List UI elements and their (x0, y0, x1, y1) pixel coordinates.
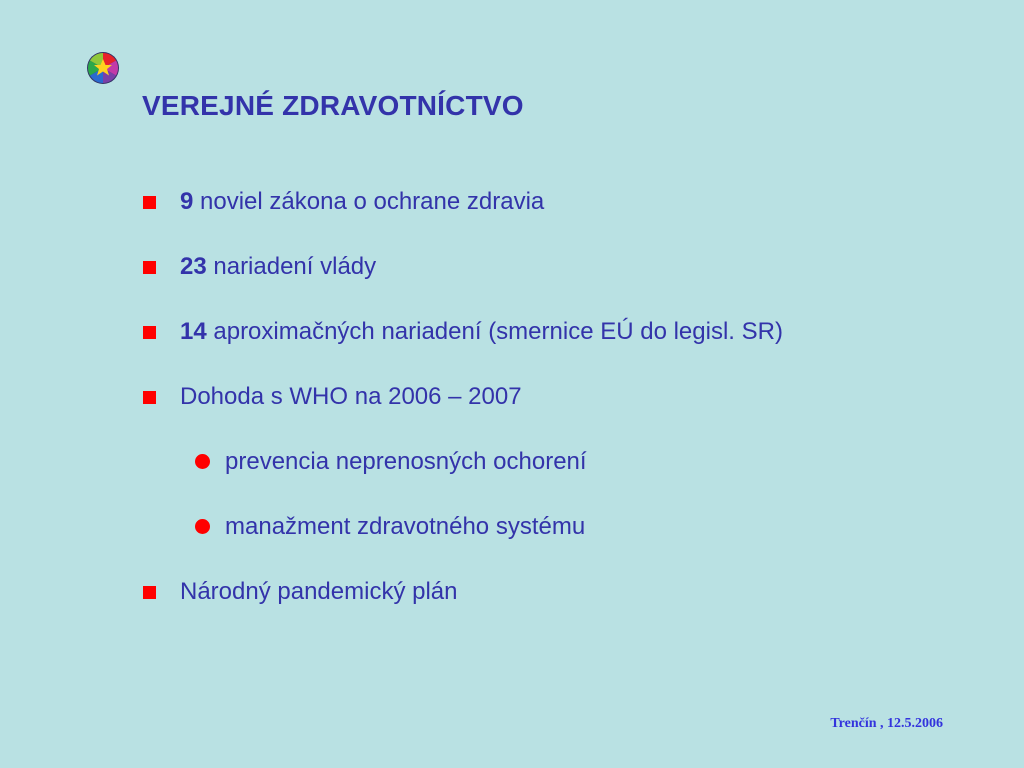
item-number: 23 (180, 253, 207, 280)
bullet-square-icon (143, 196, 156, 209)
item-text: aproximačných nariadení (smernice EÚ do legisl. SR) (206, 318, 783, 345)
bullet-square-icon (143, 326, 156, 339)
list-item (180, 252, 376, 282)
list-item (180, 187, 544, 217)
bullet-dot-icon (195, 519, 210, 534)
bullet-square-icon (143, 261, 156, 274)
footer-place-date: Trenčín , 12.5.2006 (830, 716, 943, 731)
item-text: manažment zdravotného systému (225, 513, 586, 540)
slide-title: VEREJNÉ ZDRAVOTNÍCTVO (142, 90, 524, 121)
item-number: 9 (180, 188, 194, 215)
list-item (180, 317, 783, 347)
item-text: noviel zákona o ochrane zdravia (193, 188, 545, 215)
bullet-dot-icon (195, 454, 210, 469)
bullet-square-icon (143, 586, 156, 599)
item-text: prevencia neprenosných ochorení (225, 448, 587, 475)
list-subitem (225, 512, 585, 542)
list-item (180, 382, 522, 412)
item-text: nariadení vlády (206, 253, 377, 280)
list-item (180, 577, 458, 607)
flower-logo-icon (86, 51, 120, 85)
item-number: 14 (180, 318, 207, 345)
item-text: Dohoda s WHO na 2006 – 2007 (180, 383, 522, 410)
list-subitem (225, 447, 587, 477)
bullet-square-icon (143, 391, 156, 404)
item-text: Národný pandemický plán (180, 578, 458, 605)
